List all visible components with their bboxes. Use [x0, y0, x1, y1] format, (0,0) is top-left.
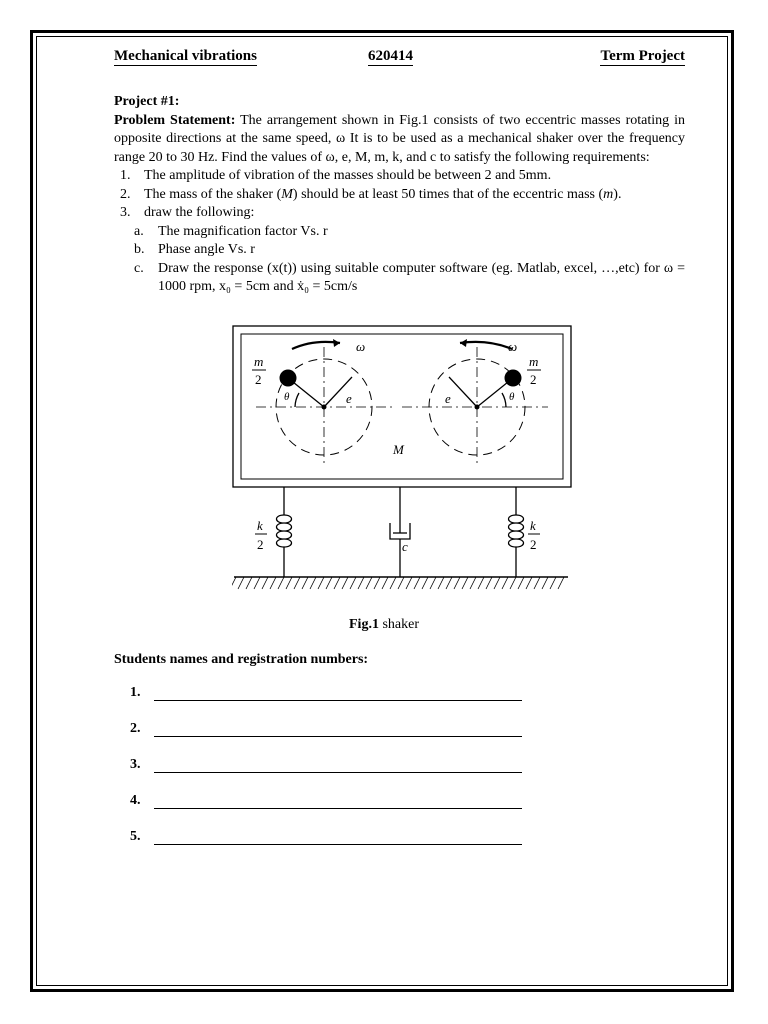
right-eccentric-mass [505, 370, 522, 387]
course-title: Mechanical vibrations [114, 48, 257, 64]
student-line[interactable] [130, 829, 530, 849]
m-left-label: m [254, 354, 264, 369]
requirement-number: 1. [120, 168, 131, 183]
student-number: 1. [130, 685, 141, 700]
right-theta-arc [502, 393, 506, 407]
left-rotation-arrow [292, 342, 340, 349]
right-spring-coil-b [516, 515, 524, 547]
two-right-label: 2 [530, 372, 537, 387]
sub-item [114, 223, 685, 242]
course-code: 620414 [368, 48, 413, 64]
sub-item-letter: c. [134, 260, 144, 276]
right-rotation-arrow [460, 342, 512, 349]
c-label: c [402, 539, 408, 554]
student-number: 2. [130, 721, 141, 736]
figure-caption [0, 617, 768, 633]
left-arrowhead [333, 339, 340, 347]
left-theta-arc [295, 393, 299, 407]
requirement-text: draw the following: [144, 205, 255, 220]
requirement-item [114, 186, 685, 205]
mass-M-label: M [393, 442, 404, 457]
left-spring-coil-b [284, 515, 292, 547]
shaker-figure [232, 325, 572, 593]
var-m: m [603, 186, 614, 202]
omega-left-label: ω [356, 339, 366, 354]
m-right-label: m [529, 354, 539, 369]
sub-item-text: Draw the response (x(t)) using suitable computer software (eg. Matlab, excel, …,etc) for ω = 1000 rpm, x₀ = 5cm and ẋ₀ = 5cm/s [158, 260, 685, 294]
requirement-item [114, 204, 685, 223]
problem-statement [114, 112, 685, 168]
var-M: M [281, 186, 293, 202]
requirement-number: 3. [120, 205, 131, 220]
caption-label: Fig.1 [349, 617, 379, 632]
e-right-label: e [445, 391, 451, 406]
document-body [114, 93, 685, 297]
student-line[interactable] [130, 685, 530, 705]
omega-right-label: ω [508, 339, 518, 354]
k-right-label: k [530, 518, 536, 533]
left-spring-coil [277, 515, 285, 547]
sub-item-text: Phase angle Vs. r [158, 242, 255, 257]
student-number: 5. [130, 829, 141, 844]
two-k-right-label: 2 [530, 537, 537, 552]
right-pivot [475, 405, 480, 410]
housing-outer [233, 326, 571, 487]
right-arm-e [449, 377, 477, 407]
requirement-item [114, 167, 685, 186]
two-left-label: 2 [255, 372, 262, 387]
document-type: Term Project [600, 48, 685, 64]
project-title: Project #1: [114, 94, 180, 109]
right-arrowhead [460, 339, 467, 347]
student-line[interactable] [130, 721, 530, 741]
sub-item-text: The magnification factor Vs. r [158, 223, 328, 239]
left-pivot [322, 405, 327, 410]
students-heading: Students names and registration numbers: [114, 652, 369, 667]
student-number: 4. [130, 793, 141, 808]
housing-inner [241, 334, 563, 479]
right-spring-coil [509, 515, 517, 547]
student-line[interactable] [130, 793, 530, 813]
requirement-number: 2. [120, 186, 131, 202]
left-eccentric-mass [280, 370, 297, 387]
problem-text: The arrangement shown in Fig.1 consists of two eccentric masses rotating in opposite directions at the same speed, ω It is to be used as a mechanical shaker over the frequency range 20 to 30 Hz. Find the values of ω, e, M, m, k, and c to satisfy the following requirements: [114, 112, 686, 165]
sub-item [114, 260, 685, 297]
requirement-text-after: ). [613, 186, 622, 202]
theta-left-label: θ [284, 391, 290, 403]
requirement-text-before: The mass of the shaker ( [144, 186, 282, 202]
student-line[interactable] [130, 757, 530, 777]
ground-hatching [232, 577, 564, 589]
caption-text: shaker [378, 617, 419, 632]
sub-item [114, 241, 685, 260]
e-left-label: e [346, 391, 352, 406]
sub-item-letter: a. [134, 223, 144, 239]
two-k-left-label: 2 [257, 537, 264, 552]
requirement-text-mid: ) should be at least 50 times that of the eccentric mass ( [292, 186, 604, 202]
k-left-label: k [257, 518, 263, 533]
page-header [114, 47, 685, 67]
student-number: 3. [130, 757, 141, 772]
theta-right-label: θ [509, 391, 515, 403]
requirement-text: The amplitude of vibration of the masses should be between 2 and 5mm. [144, 168, 552, 183]
problem-label: Problem Statement: [114, 112, 236, 128]
sub-item-letter: b. [134, 242, 145, 257]
